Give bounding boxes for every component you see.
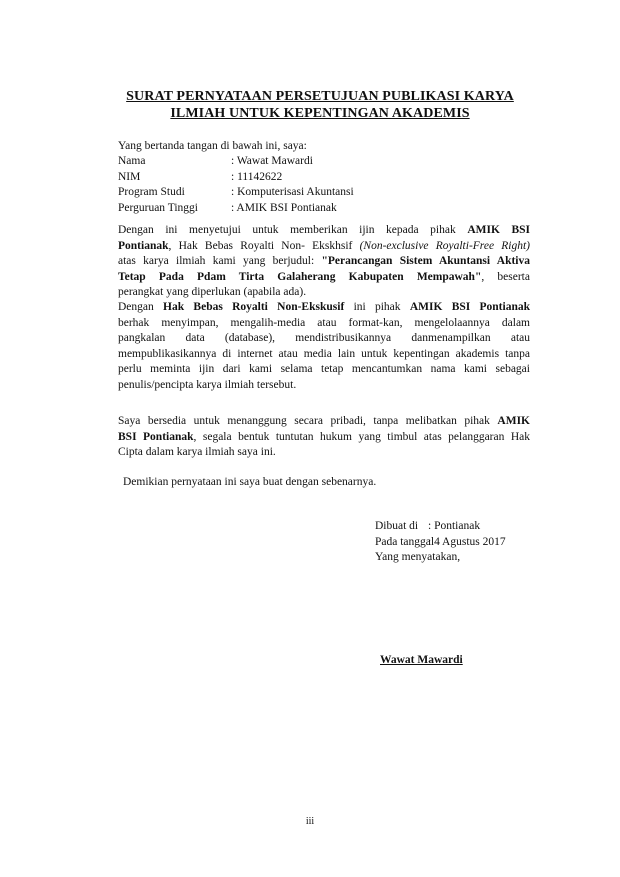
- identity-label: Program Studi: [118, 186, 185, 198]
- institution-name: AMIK: [497, 415, 530, 427]
- paragraph-line: berhak menyimpan, mengalih-media atau format-kan, mengelolaannya dalam: [118, 316, 530, 329]
- institution-name: AMIK BSI Pontianak: [409, 301, 531, 313]
- work-title: "Perancangan Sistem Akuntansi Aktiva: [321, 255, 530, 267]
- institution-name: BSI Pontianak: [118, 430, 194, 443]
- institution-name: Pontianak: [118, 239, 169, 252]
- license-term: (Non-exclusive Royalti-Free Right): [359, 239, 530, 252]
- text-run: Saya bersedia untuk menanggung secara pribadi, tanpa melibatkan pihak: [118, 415, 498, 427]
- place-value: : Pontianak: [428, 520, 481, 532]
- identity-value: : Komputerisasi Akuntansi: [231, 186, 354, 198]
- paragraph-line: mempublikasikannya di internet atau media lain untuk kepentingan akademis tanpa: [118, 347, 530, 360]
- paragraph-line: [118, 300, 530, 316]
- text-run: Dengan: [118, 301, 164, 313]
- paragraph-line: [118, 414, 530, 430]
- license-term: Hak Bebas Royalti Non-Ekskusif: [163, 301, 345, 313]
- paragraph-line: penulis/pencipta karya ilmiah tersebut.: [118, 378, 297, 391]
- paragraph-line: [118, 223, 530, 239]
- paragraph-line: perangkat yang diperlukan (apabila ada).: [118, 286, 307, 298]
- text-run: Dengan ini menyetujui untuk memberikan ijin kepada pihak: [118, 224, 468, 236]
- intro-text: Yang bertanda tangan di bawah ini, saya:: [118, 140, 307, 152]
- institution-name: AMIK BSI: [467, 224, 531, 236]
- identity-label: Nama: [118, 155, 146, 167]
- text-run: , beserta: [481, 270, 530, 283]
- page-number: iii: [305, 816, 315, 827]
- text-run: atas karya ilmiah kami yang berjudul:: [118, 255, 322, 267]
- place-label: Dibuat di: [375, 520, 419, 532]
- paragraph-line: [118, 239, 530, 255]
- identity-value: : 11142622: [231, 170, 283, 183]
- paragraph-line: [118, 254, 530, 270]
- work-title: Tetap Pada Pdam Tirta Galaherang Kabupaten Mempawah": [118, 270, 482, 283]
- liability-paragraph: [118, 414, 530, 461]
- date-value: : 4 Agustus 2017: [428, 535, 506, 548]
- paragraph-line: Cipta dalam karya ilmiah saya ini.: [118, 446, 276, 458]
- signer-name: Wawat Mawardi: [380, 654, 463, 666]
- text-run: , segala bentuk tuntutan hukum yang timbul atas pelanggaran Hak: [193, 430, 531, 443]
- paragraph-line: perlu meminta ijin dari kami selama tetap mencantumkan nama kami sebagai: [118, 363, 530, 375]
- statement-text: Yang menyatakan,: [375, 551, 461, 563]
- text-run: ini pihak: [344, 301, 410, 313]
- identity-label: Perguruan Tinggi: [118, 201, 198, 214]
- document-title-line-2: ILMIAH UNTUK KEPENTINGAN AKADEMIS: [170, 106, 470, 121]
- closing-statement: Demikian pernyataan ini saya buat dengan sebenarnya.: [123, 476, 377, 488]
- document-title-line-1: SURAT PERNYATAAN PERSETUJUAN PUBLIKASI KARYA: [126, 89, 514, 104]
- identity-value: : Wawat Mawardi: [231, 155, 313, 167]
- paragraph-line: pangkalan data (database), mendistribusikannya danmenampilkan atau: [118, 332, 530, 344]
- text-run: , Hak Bebas Royalti Non- Ekskhsif: [168, 239, 360, 252]
- paragraph-line: [118, 270, 530, 286]
- paragraph-line: [118, 430, 530, 446]
- rights-paragraph: [118, 300, 530, 393]
- identity-value: : AMIK BSI Pontianak: [231, 201, 337, 214]
- consent-paragraph: [118, 223, 530, 301]
- identity-label: NIM: [118, 170, 141, 183]
- date-label: Pada tanggal: [375, 535, 435, 548]
